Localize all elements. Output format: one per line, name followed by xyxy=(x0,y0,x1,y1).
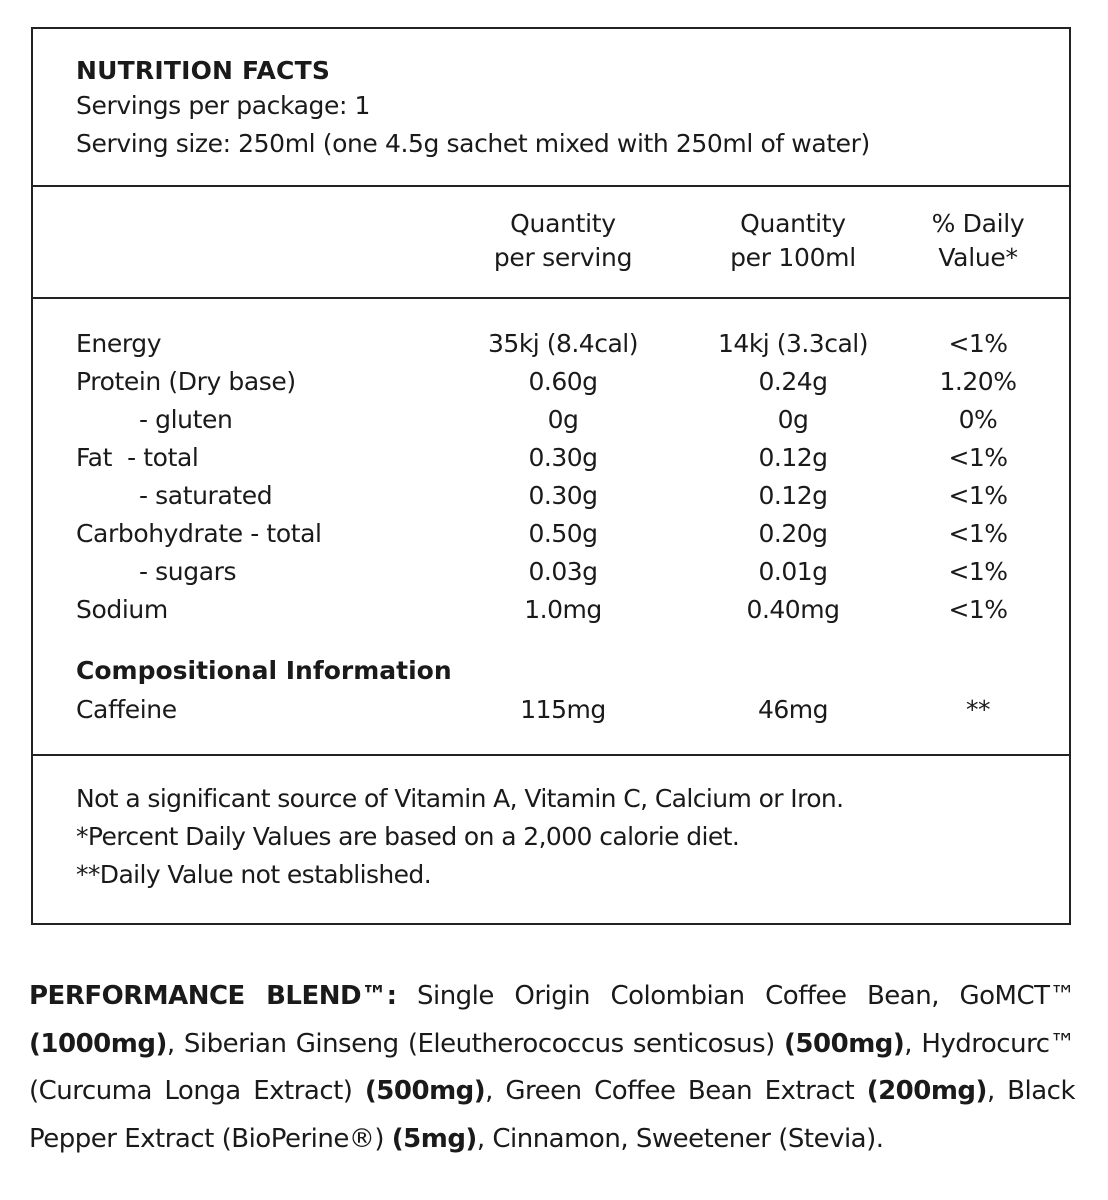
per-serving-value: 1.0mg xyxy=(524,595,602,624)
nutrient-label: Carbohydrate - total xyxy=(76,519,322,548)
col-per-100ml-header xyxy=(693,207,893,275)
nutrient-table xyxy=(33,299,1069,756)
daily-value: <1% xyxy=(948,595,1008,624)
blend-amount: (500mg) xyxy=(784,1028,905,1059)
blend-text: , Black Pepper Extract (BioPerine®) xyxy=(29,1076,1076,1154)
col-per-serving-line1: Quantity xyxy=(510,209,616,238)
daily-value: <1% xyxy=(948,519,1008,548)
daily-value: 1.20% xyxy=(939,367,1017,396)
table-row xyxy=(33,401,1069,439)
nutrient-label: - gluten xyxy=(139,405,233,434)
col-per-100ml-line1: Quantity xyxy=(740,209,846,238)
blend-amount: (5mg) xyxy=(391,1123,477,1154)
per-serving-value: 0.30g xyxy=(528,443,598,472)
per-100ml-value: 46mg xyxy=(757,695,829,724)
footnote-line: *Percent Daily Values are based on a 2,000 calorie diet. xyxy=(76,822,740,851)
footnotes xyxy=(33,756,1069,923)
per-serving-value: 0.30g xyxy=(528,481,598,510)
per-serving-value: 35kj (8.4cal) xyxy=(488,329,638,358)
footnote-line: Not a significant source of Vitamin A, Vitamin C, Calcium or Iron. xyxy=(76,784,844,813)
nutrient-label: Sodium xyxy=(76,595,168,624)
per-100ml-value: 0.20g xyxy=(758,519,828,548)
blend-text: , Green Coffee Bean Extract xyxy=(485,1076,867,1106)
daily-value: 0% xyxy=(958,405,998,434)
per-100ml-value: 0g xyxy=(777,405,809,434)
per-100ml-value: 14kj (3.3cal) xyxy=(718,329,868,358)
blend-amount: (200mg) xyxy=(866,1076,987,1106)
servings-per-package: Servings per package: 1 xyxy=(76,91,371,120)
col-per-100ml-line2: per 100ml xyxy=(730,243,856,272)
per-100ml-value: 0.01g xyxy=(758,557,828,586)
daily-value: <1% xyxy=(948,443,1008,472)
compositional-info-title: Compositional Information xyxy=(76,656,452,685)
table-row xyxy=(33,691,1069,729)
per-serving-value: 115mg xyxy=(520,695,606,724)
col-per-serving-header xyxy=(463,207,663,275)
table-row xyxy=(33,553,1069,591)
daily-value: <1% xyxy=(948,329,1008,358)
table-row xyxy=(33,439,1069,477)
daily-value: <1% xyxy=(948,557,1008,586)
per-100ml-value: 0.40mg xyxy=(746,595,840,624)
blend-text: Single Origin Colombian Coffee Bean, GoMCT™ xyxy=(396,981,1075,1011)
blend-text: , Cinnamon, Sweetener (Stevia). xyxy=(476,1123,884,1154)
col-daily-value-line2: Value* xyxy=(938,243,1018,272)
nutrient-label: Energy xyxy=(76,329,162,358)
nutrient-label: Fat - total xyxy=(76,443,199,472)
serving-size: Serving size: 250ml (one 4.5g sachet mixed with 250ml of water) xyxy=(76,129,870,158)
panel-title: NUTRITION FACTS xyxy=(76,56,331,85)
table-row xyxy=(33,363,1069,401)
nutrition-facts-panel xyxy=(31,27,1071,925)
blend-amount: (1000mg) xyxy=(29,1028,167,1059)
per-serving-value: 0g xyxy=(547,405,579,434)
nutrient-label: Caffeine xyxy=(76,695,177,724)
per-serving-value: 0.50g xyxy=(528,519,598,548)
table-row xyxy=(33,477,1069,515)
panel-header xyxy=(33,29,1069,187)
column-headers xyxy=(33,187,1069,299)
nutrient-label: - sugars xyxy=(139,557,237,586)
table-row xyxy=(33,591,1069,629)
per-serving-value: 0.60g xyxy=(528,367,598,396)
blend-label: PERFORMANCE BLEND™: xyxy=(29,981,397,1011)
blend-amount: (500mg) xyxy=(364,1076,486,1106)
performance-blend-ingredients xyxy=(29,973,1075,1163)
col-per-serving-line2: per serving xyxy=(493,243,633,272)
table-row xyxy=(33,515,1069,553)
daily-value: <1% xyxy=(948,481,1008,510)
nutrient-label: - saturated xyxy=(139,481,273,510)
col-daily-value-line1: % Daily xyxy=(931,209,1025,238)
per-100ml-value: 0.12g xyxy=(758,481,828,510)
nutrient-label: Protein (Dry base) xyxy=(76,367,296,396)
per-serving-value: 0.03g xyxy=(528,557,598,586)
blend-text: , Siberian Ginseng (Eleutherococcus senticosus) xyxy=(166,1028,785,1059)
per-100ml-value: 0.12g xyxy=(758,443,828,472)
blend-text: , Hydrocurc™ (Curcuma Longa Extract) xyxy=(29,1028,1075,1106)
col-daily-value-header xyxy=(908,207,1048,275)
table-row xyxy=(33,325,1069,363)
daily-value: ** xyxy=(966,695,990,724)
per-100ml-value: 0.24g xyxy=(758,367,828,396)
footnote-line: **Daily Value not established. xyxy=(76,860,432,889)
